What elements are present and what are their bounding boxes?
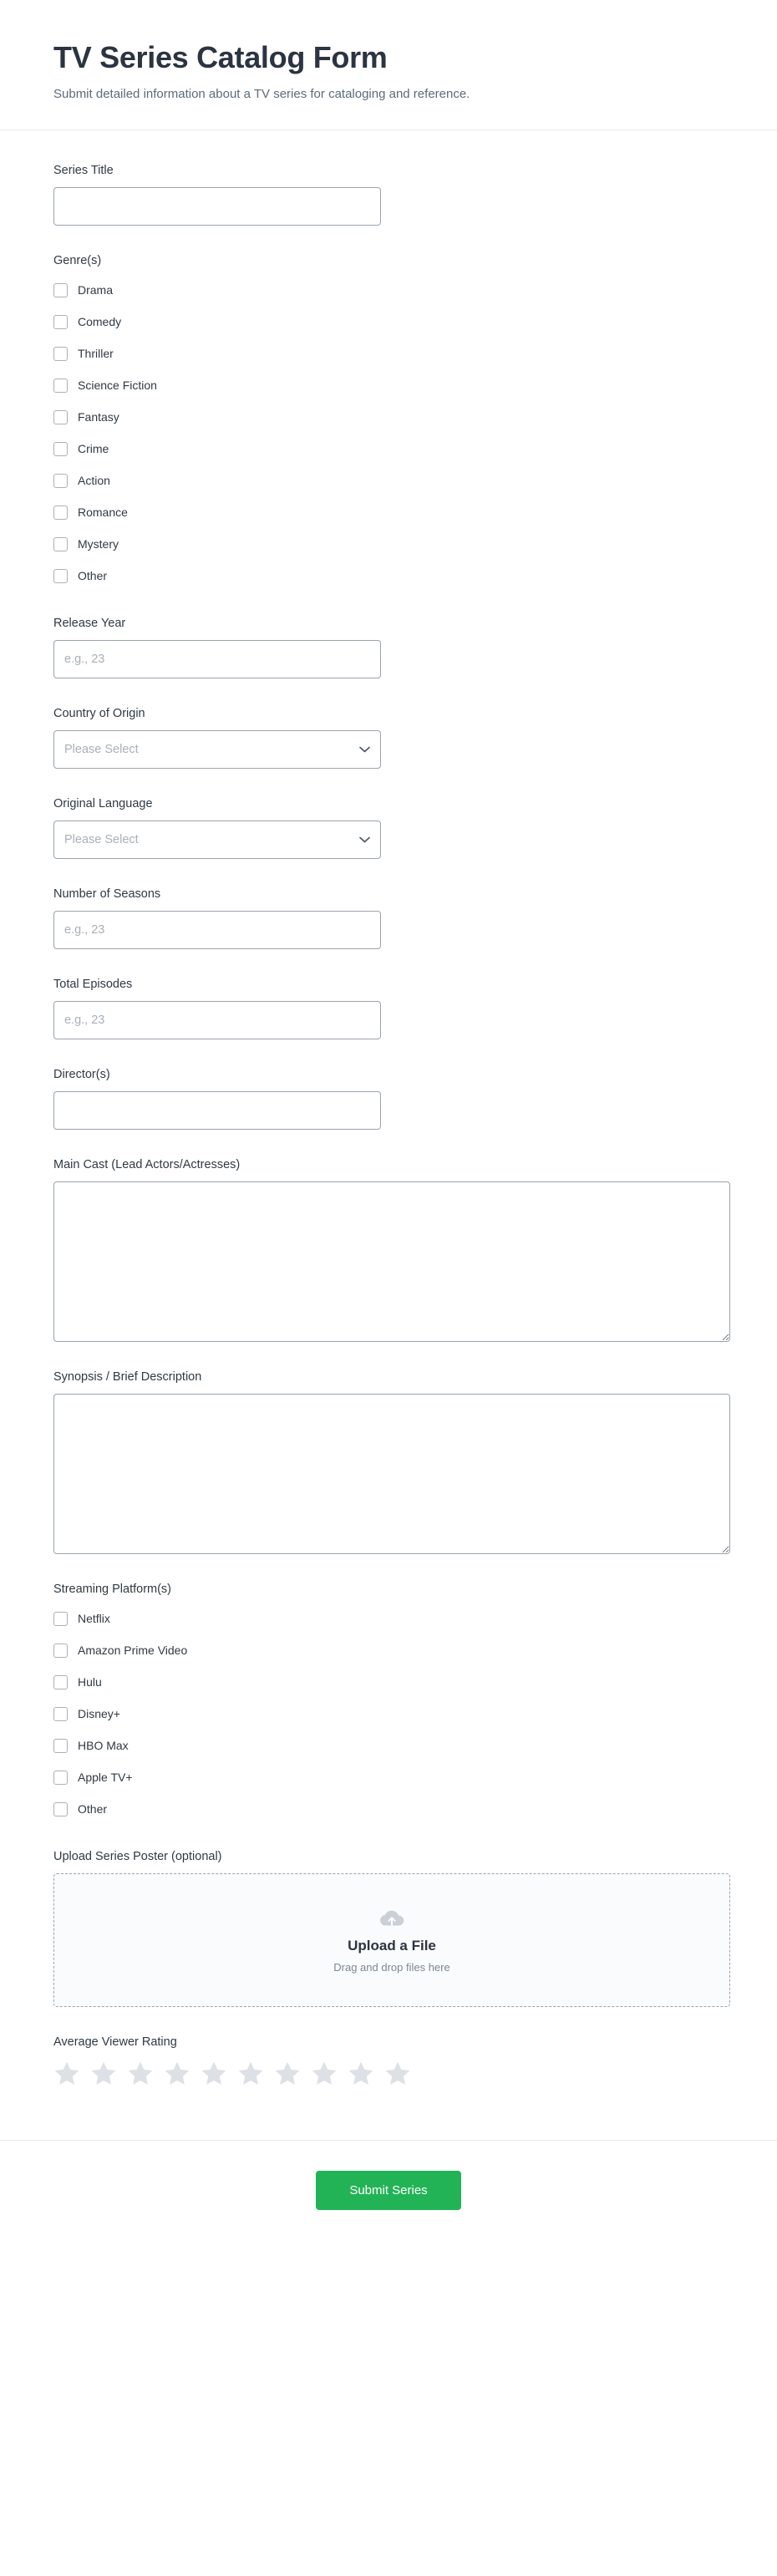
field-directors: [53, 1068, 724, 1130]
genre-option-label: Other: [78, 569, 108, 582]
release-year-label: Release Year: [53, 617, 126, 630]
checkbox-icon[interactable]: [53, 1675, 68, 1689]
average-viewer-rating-label: Average Viewer Rating: [53, 2035, 177, 2049]
star-icon[interactable]: [127, 2060, 154, 2086]
genre-option-drama[interactable]: [53, 277, 724, 302]
platform-option-hulu[interactable]: [53, 1669, 724, 1694]
genres-checkbox-list: [53, 277, 724, 588]
field-total-episodes: [53, 978, 724, 1039]
genre-option-romance[interactable]: [53, 500, 724, 525]
genre-option-label: Mystery: [78, 537, 119, 551]
streaming-platforms-label: Streaming Platform(s): [53, 1583, 172, 1596]
field-original-language: [53, 797, 724, 859]
genre-option-thriller[interactable]: [53, 341, 724, 366]
original-language-selected-value: Please Select: [64, 833, 139, 846]
number-of-seasons-input[interactable]: [53, 911, 381, 949]
genre-option-crime[interactable]: [53, 436, 724, 461]
checkbox-icon[interactable]: [53, 569, 68, 583]
checkbox-icon[interactable]: [53, 1739, 68, 1753]
directors-input[interactable]: [53, 1091, 381, 1130]
country-of-origin-select-wrap: [53, 730, 381, 769]
streaming-platforms-checkbox-list: [53, 1606, 724, 1821]
checkbox-icon[interactable]: [53, 1612, 68, 1626]
platform-option-netflix[interactable]: [53, 1606, 724, 1631]
upload-subtitle: Drag and drop files here: [333, 1960, 450, 1974]
genre-option-label: Crime: [78, 442, 109, 455]
platform-option-label: Netflix: [78, 1612, 110, 1625]
original-language-label: Original Language: [53, 797, 153, 810]
star-icon[interactable]: [164, 2060, 190, 2086]
star-icon[interactable]: [311, 2060, 338, 2086]
field-upload-poster: [53, 1850, 724, 2007]
field-country-of-origin: [53, 707, 724, 769]
platform-option-disney-plus[interactable]: [53, 1701, 724, 1726]
upload-title: Upload a File: [348, 1937, 436, 1954]
platform-option-label: Hulu: [78, 1675, 102, 1689]
checkbox-icon[interactable]: [53, 1802, 68, 1816]
checkbox-icon[interactable]: [53, 410, 68, 424]
total-episodes-label: Total Episodes: [53, 978, 133, 991]
field-number-of-seasons: [53, 887, 724, 949]
platform-option-label: Other: [78, 1802, 108, 1816]
directors-label: Director(s): [53, 1068, 110, 1081]
total-episodes-input[interactable]: [53, 1001, 381, 1039]
genre-option-label: Romance: [78, 506, 128, 519]
checkbox-icon[interactable]: [53, 474, 68, 488]
genre-option-science-fiction[interactable]: [53, 373, 724, 398]
checkbox-icon[interactable]: [53, 1707, 68, 1721]
genre-option-label: Science Fiction: [78, 379, 157, 392]
synopsis-textarea[interactable]: [53, 1394, 730, 1554]
number-of-seasons-label: Number of Seasons: [53, 887, 161, 901]
genre-option-comedy[interactable]: [53, 309, 724, 334]
genres-label: Genre(s): [53, 254, 102, 267]
star-icon[interactable]: [274, 2060, 301, 2086]
star-icon[interactable]: [237, 2060, 264, 2086]
country-of-origin-selected-value: Please Select: [64, 743, 139, 756]
upload-dropzone[interactable]: [53, 1873, 730, 2007]
genre-option-fantasy[interactable]: [53, 404, 724, 429]
original-language-select-wrap: [53, 821, 381, 859]
checkbox-icon[interactable]: [53, 283, 68, 297]
checkbox-icon[interactable]: [53, 347, 68, 361]
page-title: TV Series Catalog Form: [53, 40, 388, 74]
genre-option-action[interactable]: [53, 468, 724, 493]
genre-option-label: Comedy: [78, 315, 122, 328]
page-subtitle: Submit detailed information about a TV series for cataloging and reference.: [53, 87, 470, 101]
star-icon[interactable]: [90, 2060, 117, 2086]
genre-option-label: Fantasy: [78, 410, 119, 424]
platform-option-other[interactable]: [53, 1796, 724, 1821]
star-icon[interactable]: [201, 2060, 227, 2086]
checkbox-icon[interactable]: [53, 379, 68, 393]
field-synopsis: [53, 1370, 724, 1554]
genre-option-label: Action: [78, 474, 110, 487]
platform-option-amazon-prime-video[interactable]: [53, 1638, 724, 1663]
series-title-label: Series Title: [53, 164, 114, 177]
star-icon[interactable]: [53, 2060, 80, 2086]
form-footer: [0, 2140, 777, 2247]
platform-option-hbo-max[interactable]: [53, 1733, 724, 1758]
submit-series-button[interactable]: Submit Series: [316, 2171, 460, 2210]
checkbox-icon[interactable]: [53, 506, 68, 520]
platform-option-label: Disney+: [78, 1707, 120, 1720]
checkbox-icon[interactable]: [53, 537, 68, 551]
checkbox-icon[interactable]: [53, 1644, 68, 1658]
platform-option-apple-tv-plus[interactable]: [53, 1765, 724, 1790]
genre-option-mystery[interactable]: [53, 531, 724, 556]
star-icon[interactable]: [384, 2060, 411, 2086]
genre-option-other[interactable]: [53, 563, 724, 588]
field-genres: [53, 254, 724, 588]
country-of-origin-label: Country of Origin: [53, 707, 145, 720]
genre-option-label: Thriller: [78, 347, 114, 360]
genre-option-label: Drama: [78, 283, 114, 297]
country-of-origin-select[interactable]: [53, 730, 381, 769]
synopsis-label: Synopsis / Brief Description: [53, 1370, 202, 1384]
series-title-input[interactable]: [53, 187, 381, 226]
platform-option-label: HBO Max: [78, 1739, 129, 1752]
field-streaming-platforms: [53, 1583, 724, 1821]
release-year-input[interactable]: [53, 640, 381, 678]
checkbox-icon[interactable]: [53, 1771, 68, 1785]
field-release-year: [53, 617, 724, 678]
cloud-upload-icon: [378, 1908, 406, 1929]
form-body: [0, 130, 777, 2140]
field-average-viewer-rating: [53, 2035, 724, 2086]
star-icon[interactable]: [348, 2060, 374, 2086]
main-cast-label: Main Cast (Lead Actors/Actresses): [53, 1158, 241, 1171]
checkbox-icon[interactable]: [53, 315, 68, 329]
upload-poster-label: Upload Series Poster (optional): [53, 1850, 222, 1863]
original-language-select[interactable]: [53, 821, 381, 859]
platform-option-label: Amazon Prime Video: [78, 1644, 188, 1657]
form-header: [0, 0, 777, 130]
field-main-cast: [53, 1158, 724, 1342]
rating-stars[interactable]: [53, 2060, 724, 2086]
main-cast-textarea[interactable]: [53, 1181, 730, 1342]
field-series-title: [53, 164, 724, 226]
checkbox-icon[interactable]: [53, 442, 68, 456]
platform-option-label: Apple TV+: [78, 1771, 133, 1784]
